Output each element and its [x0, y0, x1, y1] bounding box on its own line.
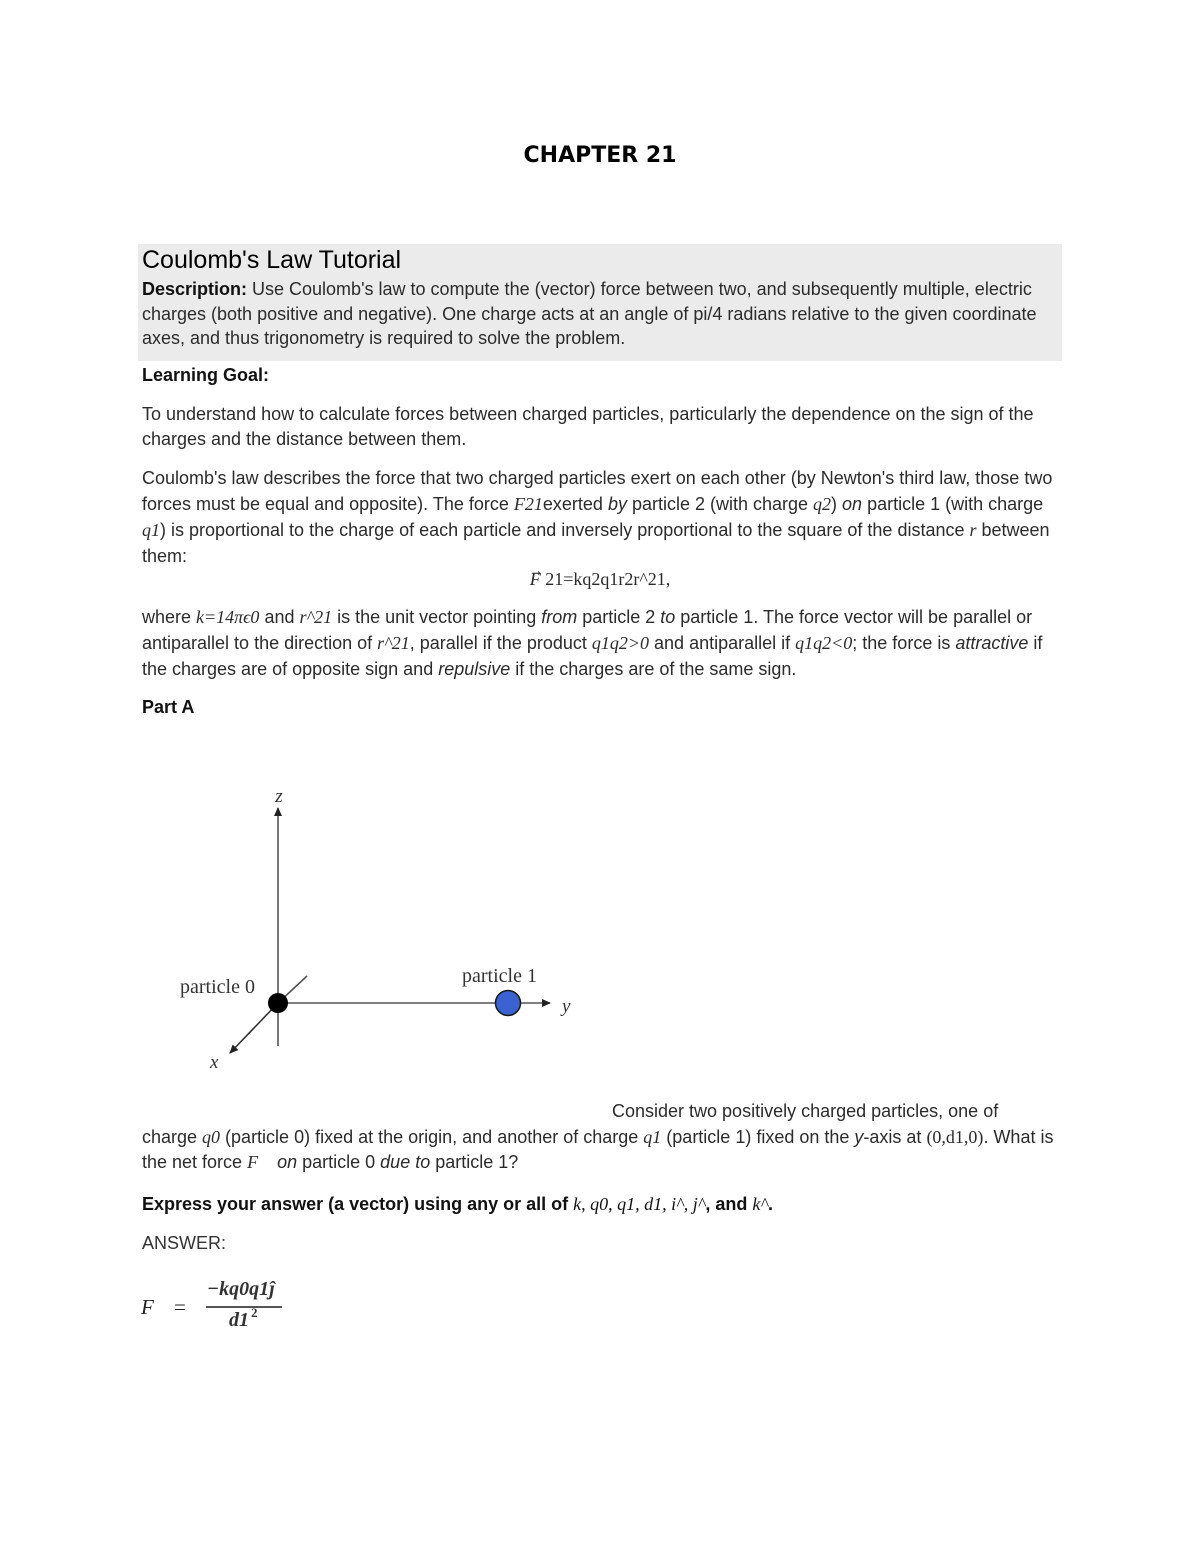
math-product-positive: q1q2>0 — [591, 633, 650, 653]
math-q1: q1 — [142, 520, 160, 540]
eq-rest: 21=kq2q1r2r^21, — [540, 569, 671, 589]
math-k-hat: k^ — [752, 1194, 768, 1214]
math-r21: r^21 — [299, 607, 333, 627]
emphasis-attractive: attractive — [955, 633, 1029, 653]
math-variable-list: k, q0, q1, d1, i^, j^ — [573, 1194, 706, 1214]
particle-0 — [268, 993, 288, 1013]
text-run: ) is proportional to the charge of each particle and inversely proportional to the square of the distance — [160, 520, 970, 540]
x-axis-label: x — [210, 1052, 219, 1073]
text-run: exerted — [542, 494, 608, 514]
answer-label: ANSWER: — [142, 1233, 227, 1253]
description-text: Use Coulomb's law to compute the (vector) force between two, and subsequently multiple, electric charges (both positive and negative). One charge acts at an angle of pi/4 radians relative to the given coordinate axes, and thus trigonometry is required to solve the problem. — [142, 279, 1037, 348]
text-run: is the unit vector pointing — [332, 607, 542, 627]
answer-denominator: d1 — [229, 1309, 249, 1331]
text-run: . — [767, 1194, 773, 1214]
where-paragraph — [142, 604, 1054, 682]
text-run: Express your answer (a vector) using any or all of — [142, 1194, 574, 1214]
text-run: if the charges are of the same sign. — [510, 659, 797, 679]
emphasis-on: on — [277, 1152, 298, 1172]
math-q0: q0 — [202, 1126, 221, 1147]
text-run: where — [142, 607, 197, 627]
z-axis-label: z — [275, 786, 283, 807]
coulomb-equation — [0, 569, 1200, 590]
chapter-title: CHAPTER 21 — [523, 143, 677, 168]
text-run: particle 1? — [430, 1152, 519, 1172]
emphasis-by: by — [607, 494, 627, 514]
text-run: particle 1 (with charge — [862, 494, 1044, 514]
express-instruction — [142, 1192, 1054, 1217]
math-F21: F21 — [513, 494, 543, 514]
math-F-vec: F⃗ — [247, 1152, 273, 1172]
math-q2: q2 — [813, 494, 832, 514]
tutorial-title: Coulomb's Law Tutorial — [142, 246, 402, 274]
text-run: -axis at — [863, 1126, 927, 1147]
axes-figure — [170, 780, 590, 1080]
text-run: and — [259, 607, 300, 627]
text-run: ) — [831, 494, 843, 514]
answer-formula — [140, 1275, 340, 1337]
text-run: (particle 1) fixed on the — [661, 1126, 855, 1147]
tutorial-description — [142, 277, 1054, 351]
learning-goal-heading: Learning Goal: — [142, 365, 270, 385]
text-run: Coulomb's law describes the force that two charged particles exert on each other (by Newton's third law, those two forces must be equal and opposite). The force — [142, 468, 1053, 514]
text-run: Consider two positively charged particles, one of charge — [142, 1101, 999, 1147]
emphasis-to: to — [660, 607, 676, 627]
answer-equals: = — [174, 1295, 186, 1319]
eq-lhs: F — [529, 569, 541, 589]
coulomb-paragraph — [142, 465, 1054, 569]
part-a-question — [142, 1099, 1054, 1176]
answer-exponent: 2 — [251, 1305, 258, 1320]
answer-lhs: F⃗ — [141, 1295, 171, 1319]
text-run: particle 2 (with charge — [626, 494, 814, 514]
learning-goal-text: To understand how to calculate forces between charged particles, particularly the dependence on the sign of the charges and the distance between them. — [142, 404, 1034, 449]
text-run: (particle 0) fixed at the origin, and another of charge — [220, 1126, 644, 1147]
emphasis-from: from — [541, 607, 578, 627]
text-run: , parallel if the product — [409, 633, 592, 653]
text-run: particle 0 — [297, 1152, 381, 1172]
text-run: if the charges are of opposite sign and — [142, 633, 1043, 679]
math-r21: r^21 — [377, 633, 410, 653]
particle-0-label: particle 0 — [180, 976, 255, 998]
text-run: between them: — [142, 520, 1050, 566]
text-run: , and — [705, 1194, 753, 1214]
text-run: and antiparallel if — [649, 633, 796, 653]
answer-numerator: −kq0q1ĵ — [207, 1278, 275, 1300]
particle-1-label: particle 1 — [462, 965, 537, 987]
particle-1 — [496, 991, 521, 1016]
emphasis-on: on — [842, 494, 863, 514]
y-axis-label: y — [562, 996, 571, 1017]
math-r: r — [969, 520, 977, 540]
text-run: particle 2 — [577, 607, 661, 627]
fraction-bar — [206, 1306, 282, 1308]
part-a-heading: Part A — [142, 697, 195, 717]
emphasis-y: y — [854, 1126, 864, 1147]
emphasis-due-to: due to — [380, 1152, 431, 1172]
math-q1: q1 — [643, 1126, 662, 1147]
x-axis — [230, 1003, 278, 1053]
text-run: particle 1. The force vector will be parallel or antiparallel to the direction of — [142, 607, 1033, 653]
text-run: ; the force is — [852, 633, 956, 653]
math-product-negative: q1q2<0 — [795, 633, 853, 653]
math-k-def: k=14πϵ0 — [196, 607, 260, 627]
description-label: Description: — [142, 279, 248, 299]
math-coords: (0,d1,0) — [926, 1126, 984, 1147]
emphasis-repulsive: repulsive — [438, 659, 511, 679]
text-run: . What is the net force — [142, 1126, 1054, 1172]
